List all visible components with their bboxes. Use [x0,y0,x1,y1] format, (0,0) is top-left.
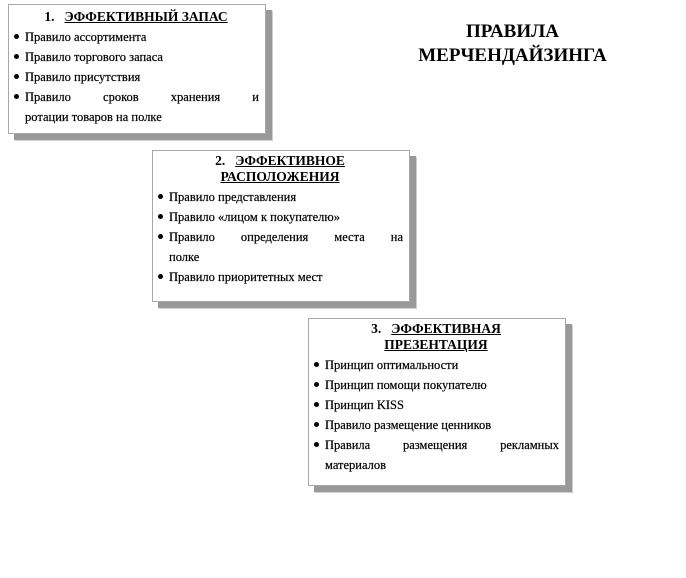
box-number: 2. [215,153,226,168]
box-number: 1. [44,9,55,24]
rule-box-effective-stock [8,4,266,134]
rule-list [313,355,559,475]
list-item: Принцип KISS [313,395,559,415]
list-item-text: Правило определения места на [169,230,403,244]
list-item-text: Правила размещения рекламных [325,438,559,452]
list-item: Правило приоритетных мест [157,267,403,287]
list-item-continuation-text: материалов [325,458,387,472]
rule-box-effective-placement [152,150,410,302]
rule-box-effective-presentation [308,318,566,486]
list-item: Правило представления [157,187,403,207]
list-item: Правило размещение ценников [313,415,559,435]
list-item-continuation [157,247,403,267]
rule-list [157,187,403,287]
list-item-text: Правило сроков хранения и [25,90,259,104]
list-item-continuation-text: ротации товаров на полке [25,110,162,124]
box-heading [313,321,559,353]
list-item: Принцип оптимальности [313,355,559,375]
box-number: 3. [371,321,382,336]
list-item-continuation [13,107,259,127]
box-heading-line-1: ЭФФЕКТИВНОЕ [235,153,345,168]
box-heading-line-2: РАСПОЛОЖЕНИЯ [220,169,340,184]
list-item: Правило «лицом к покупателю» [157,207,403,227]
list-item [157,227,403,247]
list-item: Правило присутствия [13,67,259,87]
rule-list [13,27,259,127]
list-item: Правило ассортимента [13,27,259,47]
list-item-continuation-text: полке [169,250,200,264]
box-heading [13,9,259,25]
list-item: Принцип помощи покупателю [313,375,559,395]
list-item [13,87,259,107]
box-heading [157,153,403,185]
title-line-2: МЕРЧЕНДАЙЗИНГА [418,45,607,66]
list-item [313,435,559,455]
box-heading-line-2: ПРЕЗЕНТАЦИЯ [384,337,488,352]
list-item-continuation [313,455,559,475]
diagram-title [395,20,630,68]
title-line-1: ПРАВИЛА [465,21,559,42]
list-item: Правило торгового запаса [13,47,259,67]
box-heading-line-1: ЭФФЕКТИВНЫЙ ЗАПАС [64,9,228,24]
box-heading-line-1: ЭФФЕКТИВНАЯ [391,321,501,336]
